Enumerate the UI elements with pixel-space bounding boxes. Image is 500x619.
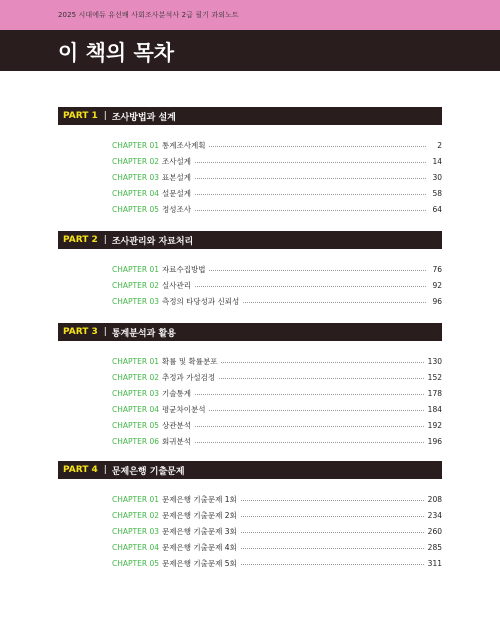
chapter-row [112, 555, 442, 571]
chapter-name: 설문설계 [162, 188, 191, 198]
dot-leader [241, 500, 424, 501]
part-title: 조사방법과 설계 [111, 112, 176, 123]
dot-leader [195, 426, 424, 427]
chapter-label: CHAPTER 01 [112, 264, 159, 274]
dot-leader [195, 210, 426, 211]
part-separator: | [103, 235, 107, 245]
page-number: 234 [427, 510, 442, 520]
chapter-label: CHAPTER 02 [112, 156, 159, 166]
chapter-name: 평균차이분석 [162, 404, 206, 414]
chapter-row [112, 261, 442, 277]
dot-leader [195, 286, 426, 287]
dot-leader [221, 362, 423, 363]
chapter-name: 실사관리 [162, 280, 191, 290]
chapter-name: 회귀분석 [162, 436, 191, 446]
part-number: PART 4 [63, 465, 98, 475]
chapter-name: 문제은행 기출문제 5회 [162, 558, 237, 568]
toc-part [58, 323, 442, 449]
chapter-row [112, 369, 442, 385]
page-number: 178 [427, 388, 442, 398]
part-number: PART 1 [63, 111, 98, 121]
page-number: 184 [427, 404, 442, 414]
chapter-label: CHAPTER 03 [112, 172, 159, 182]
title-band [0, 30, 500, 71]
chapter-name: 정성조사 [162, 204, 191, 214]
dot-leader [241, 532, 424, 533]
chapter-label: CHAPTER 05 [112, 420, 159, 430]
page-title: 이 책의 목차 [58, 41, 175, 65]
chapter-row [112, 353, 442, 369]
chapter-name: 문제은행 기출문제 4회 [162, 542, 237, 552]
part-header [58, 323, 442, 341]
toc-part [58, 231, 442, 309]
page-number: 30 [432, 172, 442, 182]
chapter-name: 측정의 타당성과 신뢰성 [162, 296, 240, 306]
chapter-name: 조사설계 [162, 156, 191, 166]
part-title: 통계분석과 활용 [111, 328, 176, 339]
book-series-title: 2025 시대에듀 유선배 사회조사분석사 2급 필기 과외노트 [58, 11, 239, 19]
page-number: 192 [427, 420, 442, 430]
chapter-label: CHAPTER 01 [112, 356, 159, 366]
chapter-list [58, 353, 442, 449]
page-number: 14 [432, 156, 442, 166]
chapter-row [112, 385, 442, 401]
dot-leader [243, 302, 426, 303]
toc-part [58, 461, 442, 571]
chapter-name: 기술통계 [162, 388, 191, 398]
chapter-row [112, 277, 442, 293]
page-number: 64 [432, 204, 442, 214]
dot-leader [195, 178, 426, 179]
chapter-label: CHAPTER 04 [112, 188, 159, 198]
chapter-name: 문제은행 기출문제 2회 [162, 510, 237, 520]
chapter-row [112, 185, 442, 201]
dot-leader [195, 394, 424, 395]
chapter-name: 문제은행 기출문제 3회 [162, 526, 237, 536]
chapter-row [112, 201, 442, 217]
page-number: 196 [427, 436, 442, 446]
chapter-name: 추정과 가설검정 [162, 372, 216, 382]
chapter-label: CHAPTER 02 [112, 372, 159, 382]
chapter-name: 표본설계 [162, 172, 191, 182]
chapter-label: CHAPTER 03 [112, 388, 159, 398]
part-header [58, 461, 442, 479]
part-title: 조사관리와 자료처리 [111, 236, 194, 247]
chapter-name: 자료수집방법 [162, 264, 206, 274]
chapter-label: CHAPTER 06 [112, 436, 159, 446]
part-title: 문제은행 기출문제 [111, 466, 185, 477]
chapter-name: 문제은행 기출문제 1회 [162, 494, 237, 504]
chapter-list [58, 261, 442, 309]
chapter-label: CHAPTER 05 [112, 204, 159, 214]
part-separator: | [103, 327, 107, 337]
page-number: 130 [427, 356, 442, 366]
part-number: PART 3 [63, 327, 98, 337]
page-number: 76 [432, 264, 442, 274]
page-number: 311 [427, 558, 442, 568]
page-number: 285 [427, 542, 442, 552]
part-header [58, 107, 442, 125]
chapter-label: CHAPTER 02 [112, 510, 159, 520]
chapter-label: CHAPTER 01 [112, 140, 159, 150]
chapter-row [112, 417, 442, 433]
chapter-list [58, 137, 442, 217]
page-number: 152 [427, 372, 442, 382]
chapter-row [112, 433, 442, 449]
dot-leader [219, 378, 424, 379]
chapter-label: CHAPTER 02 [112, 280, 159, 290]
page-number: 260 [427, 526, 442, 536]
page-number: 96 [432, 296, 442, 306]
chapter-name: 상관분석 [162, 420, 191, 430]
part-separator: | [103, 111, 107, 121]
chapter-row [112, 169, 442, 185]
toc-part [58, 107, 442, 217]
dot-leader [241, 564, 424, 565]
chapter-label: CHAPTER 01 [112, 494, 159, 504]
chapter-row [112, 539, 442, 555]
chapter-name: 통계조사계획 [162, 140, 206, 150]
dot-leader [209, 270, 426, 271]
chapter-label: CHAPTER 04 [112, 542, 159, 552]
chapter-label: CHAPTER 03 [112, 296, 159, 306]
top-band [0, 0, 500, 30]
chapter-list [58, 491, 442, 571]
dot-leader [195, 162, 426, 163]
page-number: 208 [427, 494, 442, 504]
page-number: 2 [437, 140, 442, 150]
chapter-label: CHAPTER 05 [112, 558, 159, 568]
dot-leader [209, 146, 426, 147]
dot-leader [209, 410, 423, 411]
part-header [58, 231, 442, 249]
dot-leader [195, 194, 426, 195]
chapter-name: 확률 및 확률분포 [162, 356, 218, 366]
chapter-row [112, 293, 442, 309]
chapter-row [112, 523, 442, 539]
chapter-label: CHAPTER 04 [112, 404, 159, 414]
page-number: 58 [432, 188, 442, 198]
dot-leader [241, 516, 424, 517]
chapter-row [112, 401, 442, 417]
chapter-row [112, 137, 442, 153]
chapter-row [112, 153, 442, 169]
dot-leader [195, 442, 424, 443]
part-separator: | [103, 465, 107, 475]
chapter-row [112, 491, 442, 507]
page-number: 92 [432, 280, 442, 290]
part-number: PART 2 [63, 235, 98, 245]
chapter-label: CHAPTER 03 [112, 526, 159, 536]
chapter-row [112, 507, 442, 523]
dot-leader [241, 548, 424, 549]
